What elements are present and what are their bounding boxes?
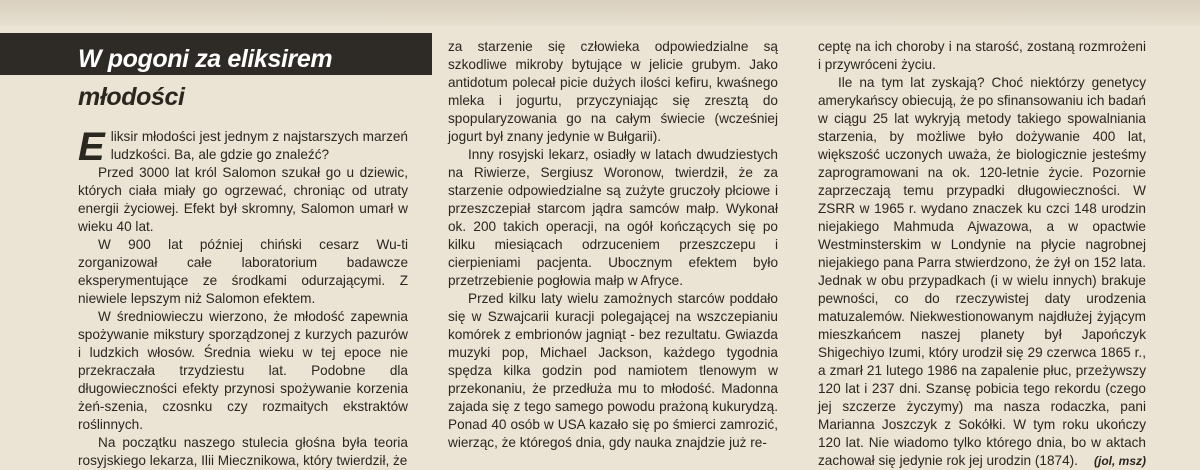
paragraph-text: liksir młodości jest jednym z najstarszych marzeń ludzkości. Ba, ale gdzie go znaleźć? (110, 129, 408, 162)
article-column-2 (448, 38, 778, 452)
paragraph: Przed 3000 lat król Salomon szukał go u dziewic, których ciała miały go ogrzewać, chroniąc od utraty energii życiowej. Efekt był skromny, Salomon umarł w wieku 40 lat. (78, 165, 408, 234)
paragraph: Inny rosyjski lekarz, osiadły w latach dwudziestych na Riwierze, Sergiusz Woronow, twierdził, że za starzenie odpowiedzialne są zużyte gruczoły płciowe i przeszczepiał starcom jądra samców małp. Wykonał ok. 200 takich operacji, na ogół kończących się po kilku miesiącach odrzuceniem przeszczepu i cierpieniami pacjenta. Ubocznym efektem było przetrzebienie pogłowia małp w Afryce. (448, 147, 778, 288)
article-title (78, 40, 332, 116)
paragraph: ceptę na ich choroby i na starość, zostaną rozmrożeni i przywróceni życiu. (818, 39, 1146, 72)
title-line-1: W pogoni za eliksirem (78, 45, 333, 73)
article-column-1 (78, 125, 408, 470)
title-line-2: młodości (78, 83, 185, 111)
paragraph: W średniowieczu wierzono, że młodość zapewnia spożywanie mikstury sporządzonej z kurzych pazurów i ludzkich włosów. Średnia wieku w tej epoce nie przekraczała trzydziestu lat. Podobne dla długowieczności efekty przynosi spożywanie korzenia żeń-szenia, czosnku czy rozmaitych ekstraktów roślinnych. (78, 309, 408, 432)
paragraph: Na początku naszego stulecia głośna była teoria rosyjskiego lekarza, Ilii Miecznikowa, który twierdził, że (78, 435, 408, 468)
paragraph (78, 125, 408, 169)
drop-cap: E (78, 125, 105, 169)
paragraph: za starzenie się człowieka odpowiedzialne są szkodliwe mikroby bytujące w jelicie grubym. Jako antidotum polecał picie dużych ilości kefiru, kwaśnego mleka i jogurtu, przyczyniając się zresztą do spopularyzowania go na całym świecie (wcześniej jogurt był znany jedynie w Bułgarii). (448, 39, 778, 144)
previous-page-edge (0, 0, 1200, 26)
paragraph: Ile na tym lat zyskają? Choć niektórzy genetycy amerykańscy obiecują, że po sfinansowaniu ich badań w ciągu 25 lat wykryją metody takiego spowalniania starzenia, by możliwe było dożywanie 400 lat, większość uczonych uważa, że biologicznie jesteśmy zaprogramowani na ok. 120-letnie życie. Pozornie zaprzeczają temu przypadki długowieczności. W ZSRR w 1965 r. wydano znaczek ku czci 148 urodzin niejakiego Mahmuda Ajwazowa, a w opactwie Westminsterskim w Londynie na płycie nagrobnej niejakiego pana Parra stwierdzono, że żył on 152 lata. Jednak w obu przypadkach (i w wielu innych) brakuje pewności, co do rzeczywistej daty urodzenia matuzalemów. Niekwestionowanym najdłużej żyjącym mieszkańcem naszej planety był Japończyk Shigechiyo Izumi, który urodził się 29 czerwca 1865 r., a zmarł 21 lutego 1986 na zapalenie płuc, przeżywszy 120 lat i 237 dni. Szansę pobicia tego rekordu (czego jej szczerze życzymy) ma nasza rodaczka, pani Marianna Joszczyk z Sokółki. W tym roku ukończy 120 lat. Nie wiadomo tylko którego dnia, bo w aktach zachował się jedynie rok jej urodzin (1874). (818, 75, 1146, 468)
author-credit: (jol, msz) (1093, 454, 1146, 468)
paragraph: W 900 lat później chiński cesarz Wu-ti zorganizował całe laboratorium badawcze eksperymentujące ze środkami odurzającymi. Z niewiele lepszym niż Salomon efektem. (78, 237, 408, 306)
paragraph: Przed kilku laty wielu zamożnych starców poddało się w Szwajcarii kuracji polegającej na wszczepianiu komórek z embrionów jagniąt - bez rezultatu. Gwiazda muzyki pop, Michael Jackson, każdego tygodnia spędza kilka godzin pod namiotem tlenowym w przekonaniu, że przedłuża mu to młodość. Madonna zajada się z tego samego powodu prażoną kukurydzą. Ponad 40 osób w USA kazało się po śmierci zamrozić, wierząc, że któregoś dnia, gdy nauka znajdzie już re- (448, 291, 778, 450)
article-column-3 (818, 38, 1146, 470)
